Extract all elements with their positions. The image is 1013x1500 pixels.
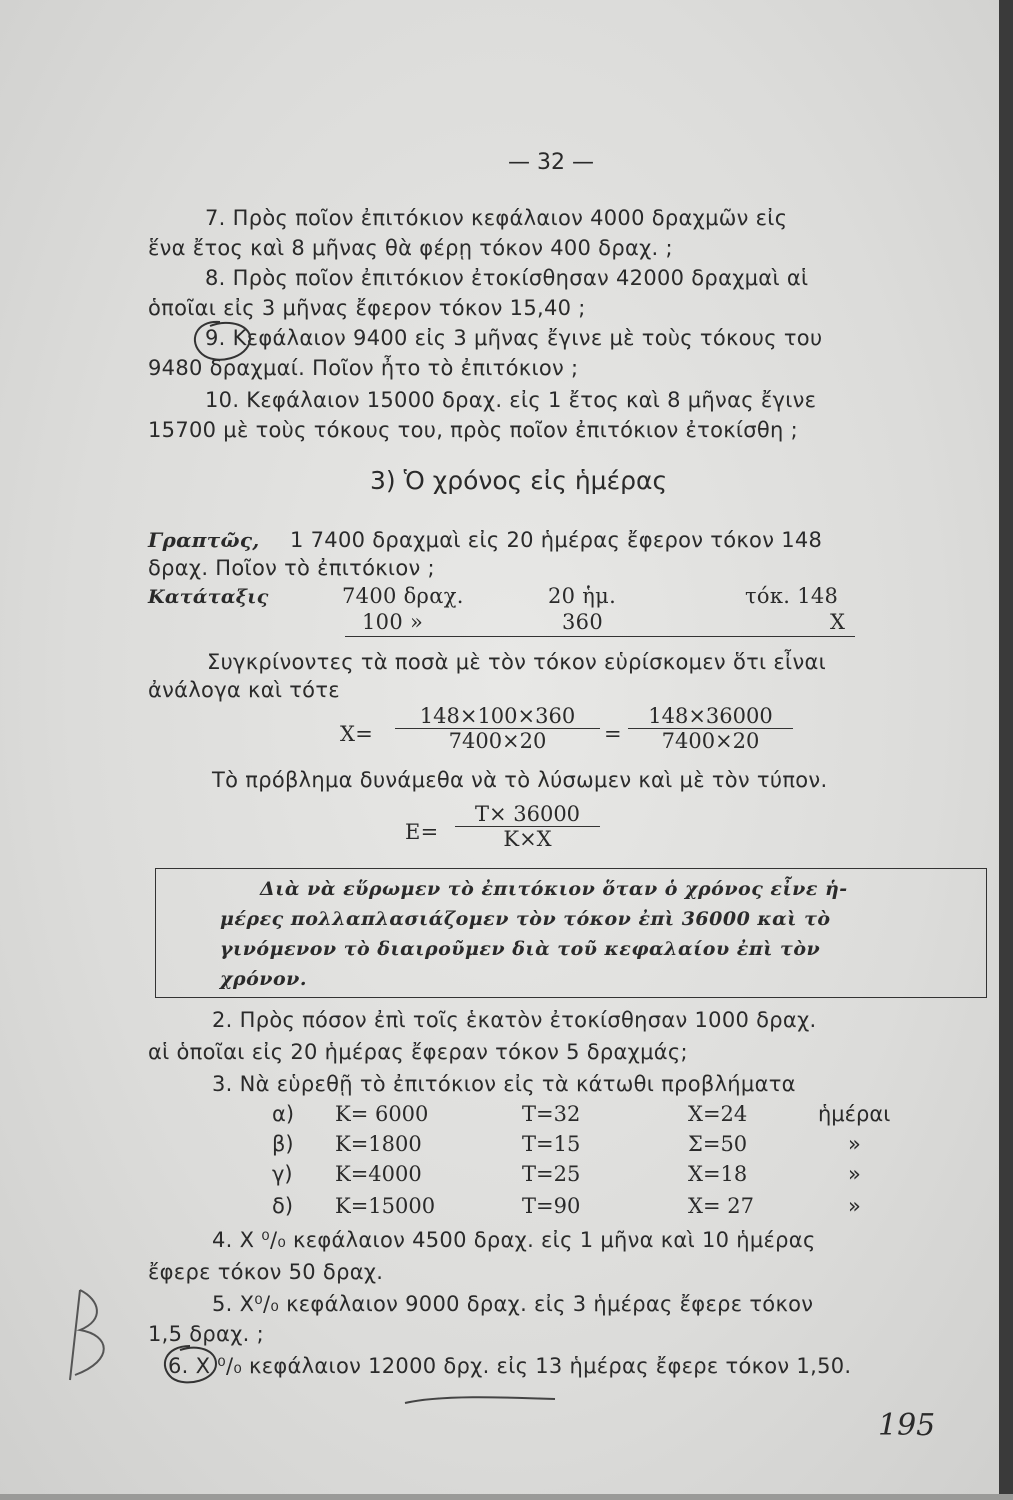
arr-days: 20 ἡμ. <box>548 584 617 608</box>
row-b-label: β) <box>272 1132 294 1156</box>
fraction-3 <box>455 802 600 851</box>
problem-8-line-2: ὁποῖαι εἰς 3 μῆνας ἔφερον τόκον 15,40 ; <box>148 296 586 320</box>
example-line-2: δραχ. Ποῖον τὸ ἐπιτόκιον ; <box>148 556 435 580</box>
row-d-t: Τ=90 <box>522 1194 581 1218</box>
page-number: — 32 — <box>508 150 594 175</box>
row-c-unit: » <box>848 1162 861 1186</box>
problem-5-line-2: 1,5 δραχ. ; <box>148 1322 264 1346</box>
problem-8-line-1: 8. Πρὸς ποῖον ἐπιτόκιον ἐτοκίσθησαν 42000 δραχμαὶ αἱ <box>205 266 809 290</box>
row-d-unit: » <box>848 1194 861 1218</box>
rule-line-2: μέρες πολλαπλασιάζομεν τὸν τόκον ἐπὶ 36000 καὶ τὸ <box>220 908 831 930</box>
problem-9-line-2: 9480 δραχμαί. Ποῖον ἦτο τὸ ἐπιτόκιον ; <box>148 356 579 380</box>
row-c-label: γ) <box>272 1162 293 1186</box>
arr-amount: 7400 δραχ. <box>342 584 464 608</box>
arr-amount-2: 100 » <box>362 610 424 634</box>
page-edge-shadow <box>999 0 1013 1500</box>
row-d-x: Χ= 27 <box>688 1194 754 1218</box>
arr-interest: τόκ. 148 <box>745 584 839 608</box>
formula-intro: Τὸ πρόβλημα δυνάμεθα νὰ τὸ λύσωμεν καὶ μὲ τὸν τύπον. <box>212 768 828 792</box>
e-label: E= <box>405 820 439 844</box>
row-a-k: Κ= 6000 <box>335 1102 429 1126</box>
fraction-2 <box>628 704 793 753</box>
section-heading: 3) Ὁ χρόνος εἰς ἡμέρας <box>370 466 668 495</box>
fraction-1 <box>395 704 600 753</box>
row-a-unit: ἡμέραι <box>818 1102 891 1126</box>
pen-underline-mark <box>400 1385 560 1415</box>
problem-6-line-1: 6. Χ ⁰/₀ κεφάλαιον 12000 δρχ. εἰς 13 ἡμέρας ἔφερε τόκον 1,50. <box>168 1354 852 1378</box>
problem-4-line-2: ἔφερε τόκον 50 δραχ. <box>148 1260 384 1284</box>
problem-5-line-1: 5. Χ⁰/₀ κεφάλαιον 9000 δραχ. εἰς 3 ἡμέρας ἔφερε τόκον <box>212 1292 814 1316</box>
problem-9-line-1: 9. Κεφάλαιον 9400 εἰς 3 μῆνας ἔγινε μὲ τοὺς τόκους του <box>205 326 823 350</box>
row-d-label: δ) <box>272 1194 294 1218</box>
row-c-x: Χ=18 <box>688 1162 748 1186</box>
arrangement-label: Κατάταξις <box>148 586 269 608</box>
row-b-unit: » <box>848 1132 861 1156</box>
row-a-x: Χ=24 <box>688 1102 748 1126</box>
arr-days-2: 360 <box>562 610 603 634</box>
fraction-1-denominator: 7400×20 <box>448 729 547 753</box>
fraction-2-numerator: 148×36000 <box>628 704 793 729</box>
arrangement-underline <box>345 636 855 637</box>
problem-3-line-1: 3. Νὰ εὑρεθῇ τὸ ἐπιτόκιον εἰς τὰ κάτωθι προβλήματα <box>212 1072 796 1096</box>
rule-line-3: γινόμενον τὸ διαιροῦμεν διὰ τοῦ κεφαλαίου ἐπὶ τὸν <box>220 938 821 960</box>
row-a-t: Τ=32 <box>522 1102 581 1126</box>
row-b-k: Κ=1800 <box>335 1132 422 1156</box>
compare-line-2: ἀνάλογα καὶ τότε <box>148 678 340 702</box>
fraction-1-numerator: 148×100×360 <box>395 704 600 729</box>
arr-unknown: X <box>830 610 846 634</box>
row-a-label: α) <box>272 1102 295 1126</box>
problem-4-line-1: 4. Χ ⁰/₀ κεφάλαιον 4500 δραχ. εἰς 1 μῆνα καὶ 10 ἡμέρας <box>212 1228 816 1252</box>
problem-7-line-2: ἕνα ἔτος καὶ 8 μῆνας θὰ φέρῃ τόκον 400 δραχ. ; <box>148 236 673 260</box>
pen-scribble-mark <box>60 1280 130 1390</box>
problem-2-line-1: 2. Πρὸς πόσον ἐπὶ τοῖς ἑκατὸν ἐτοκίσθησαν 1000 δραχ. <box>212 1008 817 1032</box>
example-label: Γραπτῶς, <box>148 528 260 552</box>
fraction-3-numerator: Τ× 36000 <box>455 802 600 827</box>
problem-10-line-2: 15700 μὲ τοὺς τόκους του, πρὸς ποῖον ἐπιτόκιον ἐτοκίσθη ; <box>148 418 799 442</box>
equals-sign: = <box>604 722 622 746</box>
fraction-2-denominator: 7400×20 <box>661 729 760 753</box>
problem-7-line-1: 7. Πρὸς ποῖον ἐπιτόκιον κεφάλαιον 4000 δραχμῶν εἰς <box>205 206 788 230</box>
rule-line-1: Διὰ νὰ εὕρωμεν τὸ ἐπιτόκιον ὅταν ὁ χρόνος εἶνε ἡ- <box>260 878 848 900</box>
page-bottom-edge <box>0 1494 1013 1500</box>
row-c-k: Κ=4000 <box>335 1162 422 1186</box>
problem-10-line-1: 10. Κεφάλαιον 15000 δραχ. εἰς 1 ἔτος καὶ 8 μῆνας ἔγινε <box>205 388 817 412</box>
rule-line-4: χρόνον. <box>220 968 307 990</box>
row-b-x: Σ=50 <box>688 1132 748 1156</box>
fraction-3-denominator: Κ×Χ <box>503 827 552 851</box>
problem-2-line-2: αἱ ὁποῖαι εἰς 20 ἡμέρας ἔφεραν τόκον 5 δραχμάς; <box>148 1040 688 1064</box>
row-c-t: Τ=25 <box>522 1162 581 1186</box>
example-line-1: 1 7400 δραχμαὶ εἰς 20 ἡμέρας ἔφερον τόκον 148 <box>290 528 823 552</box>
row-d-k: Κ=15000 <box>335 1194 436 1218</box>
handwritten-note: 195 <box>878 1408 936 1443</box>
compare-line-1: Συγκρίνοντες τὰ ποσὰ μὲ τὸν τόκον εὑρίσκομεν ὅτι εἶναι <box>207 650 827 674</box>
pen-circle-mark-6 <box>150 1340 230 1390</box>
row-b-t: Τ=15 <box>522 1132 581 1156</box>
pen-circle-mark <box>180 314 260 374</box>
x-label: X= <box>340 722 374 746</box>
